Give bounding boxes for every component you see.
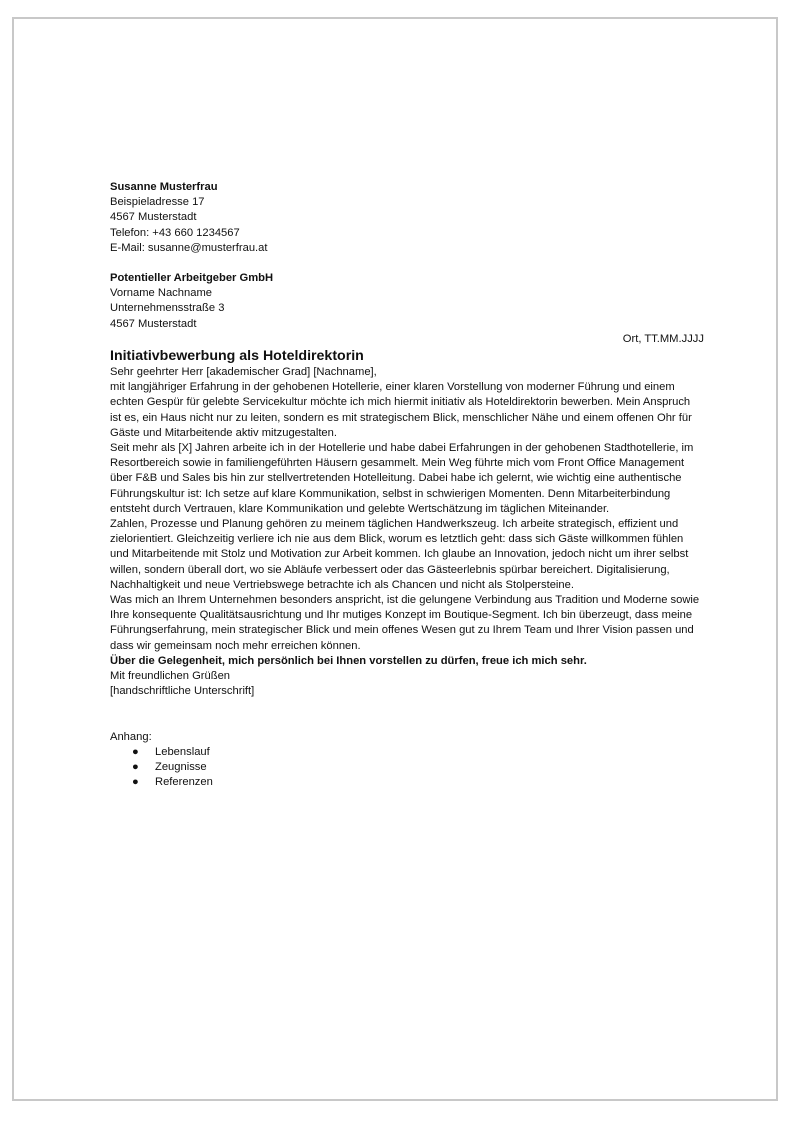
- sender-name: Susanne Musterfrau: [110, 181, 218, 193]
- attachment-label: Referenzen: [155, 776, 213, 789]
- sender-address: [110, 180, 704, 256]
- sender-city: 4567 Musterstadt: [110, 211, 197, 224]
- attachments-heading: Anhang:: [110, 730, 152, 743]
- attachment-label: Zeugnisse: [155, 760, 207, 773]
- closing-statement: Über die Gelegenheit, mich persönlich bei Ihnen vorstellen zu dürfen, freue ich mich sehr.: [110, 654, 587, 667]
- recipient-company: Potentieller Arbeitgeber GmbH: [110, 272, 274, 285]
- document-page: [12, 17, 778, 1101]
- letter-body: [110, 180, 704, 790]
- recipient-address: [110, 271, 704, 332]
- salutation: Sehr geehrter Herr [akademischer Grad] [Nachname],: [110, 366, 377, 379]
- sender-street: Beispieladresse 17: [110, 196, 205, 209]
- letter-date: Ort, TT.MM.JJJJ: [622, 332, 704, 345]
- body-paragraph-1: mit langjähriger Erfahrung in der gehobenen Hotellerie, einer klaren Vorstellung von moderner Führung und einem echten Gespür für gelebte Servicekultur möchte ich mich hiermit initiativ als Hoteldirektorin bewerben. Mein Anspruch ist es, ein Haus nicht nur zu leiten, sondern es mit strategischem Blick, menschlicher Nähe und einem offenen Ohr für Gäste und Mitarbeitende aktiv mitzugestalten.: [110, 381, 692, 439]
- signature-placeholder: [handschriftliche Unterschrift]: [110, 685, 255, 698]
- sender-phone: Telefon: +43 660 1234567: [110, 226, 240, 239]
- letter-subject: Initiativbewerbung als Hoteldirektorin: [110, 348, 364, 365]
- attachments-section: [110, 730, 704, 791]
- attachment-item: [110, 760, 704, 775]
- recipient-street: Unternehmensstraße 3: [110, 302, 225, 315]
- recipient-contact: Vorname Nachname: [110, 287, 212, 300]
- greeting: Mit freundlichen Grüßen: [110, 670, 231, 683]
- body-paragraph-2: Seit mehr als [X] Jahren arbeite ich in der Hotellerie und habe dabei Erfahrungen in der gehobenen Stadthotellerie, im Resortbereich sowie in familiengeführten Häusern gesammelt. Mein Weg führte mich vom Front Office Management über F&B und Sales bis hin zur stellvertretenden Hotelleitung. Dabei habe ich gelernt, wie wichtig eine authentische Führungskultur ist: Ich setze auf klare Kommunikation, selbst in schwierigen Momenten. Denn Mitarbeiterbindung entsteht durch Vertrauen, klare Kommunikation und gelebte Wertschätzung im täglichen Miteinander.: [110, 442, 694, 515]
- body-paragraph-3: Zahlen, Prozesse und Planung gehören zu meinem täglichen Handwerkszeug. Ich arbeite strategisch, effizient und zielorientiert. Gleichzeitig verliere ich nie aus dem Blick, worum es letztlich geht: dass sich Gäste willkommen fühlen und Mitarbeitende mit Stolz und Motivation zur Arbeit kommen. Ich glaube an Innovation, jedoch nicht um ihrer selbst willen, sondern überall dort, wo sie Abläufe verbessert oder das Gästeerlebnis spürbar bereichert. Digitalisierung, Nachhaltigkeit und neue Vertriebswege betrachte ich als Chancen und nicht als Stolpersteine.: [110, 518, 689, 591]
- attachment-item: [110, 745, 704, 760]
- sender-email: E-Mail: susanne@musterfrau.at: [110, 241, 268, 254]
- body-paragraph-4: Was mich an Ihrem Unternehmen besonders anspricht, ist die gelungene Verbindung aus Tradition und Moderne sowie Ihre konsequente Qualitätsausrichtung und Ihr mutiges Konzept im Boutique-Segment. Ich bin überzeugt, dass meine Führungserfahrung, mein strategischer Blick und mein offenes Wesen gut zu Ihrem Team und Ihrer Vision passen und dass wir gemeinsam noch mehr erreichen können.: [110, 594, 700, 652]
- bullet-icon: ●: [132, 745, 139, 758]
- recipient-city: 4567 Musterstadt: [110, 317, 197, 330]
- bullet-icon: ●: [132, 760, 139, 773]
- attachments-list: [110, 745, 704, 791]
- bullet-icon: ●: [132, 776, 139, 789]
- attachment-label: Lebenslauf: [155, 745, 210, 758]
- attachment-item: [110, 775, 704, 790]
